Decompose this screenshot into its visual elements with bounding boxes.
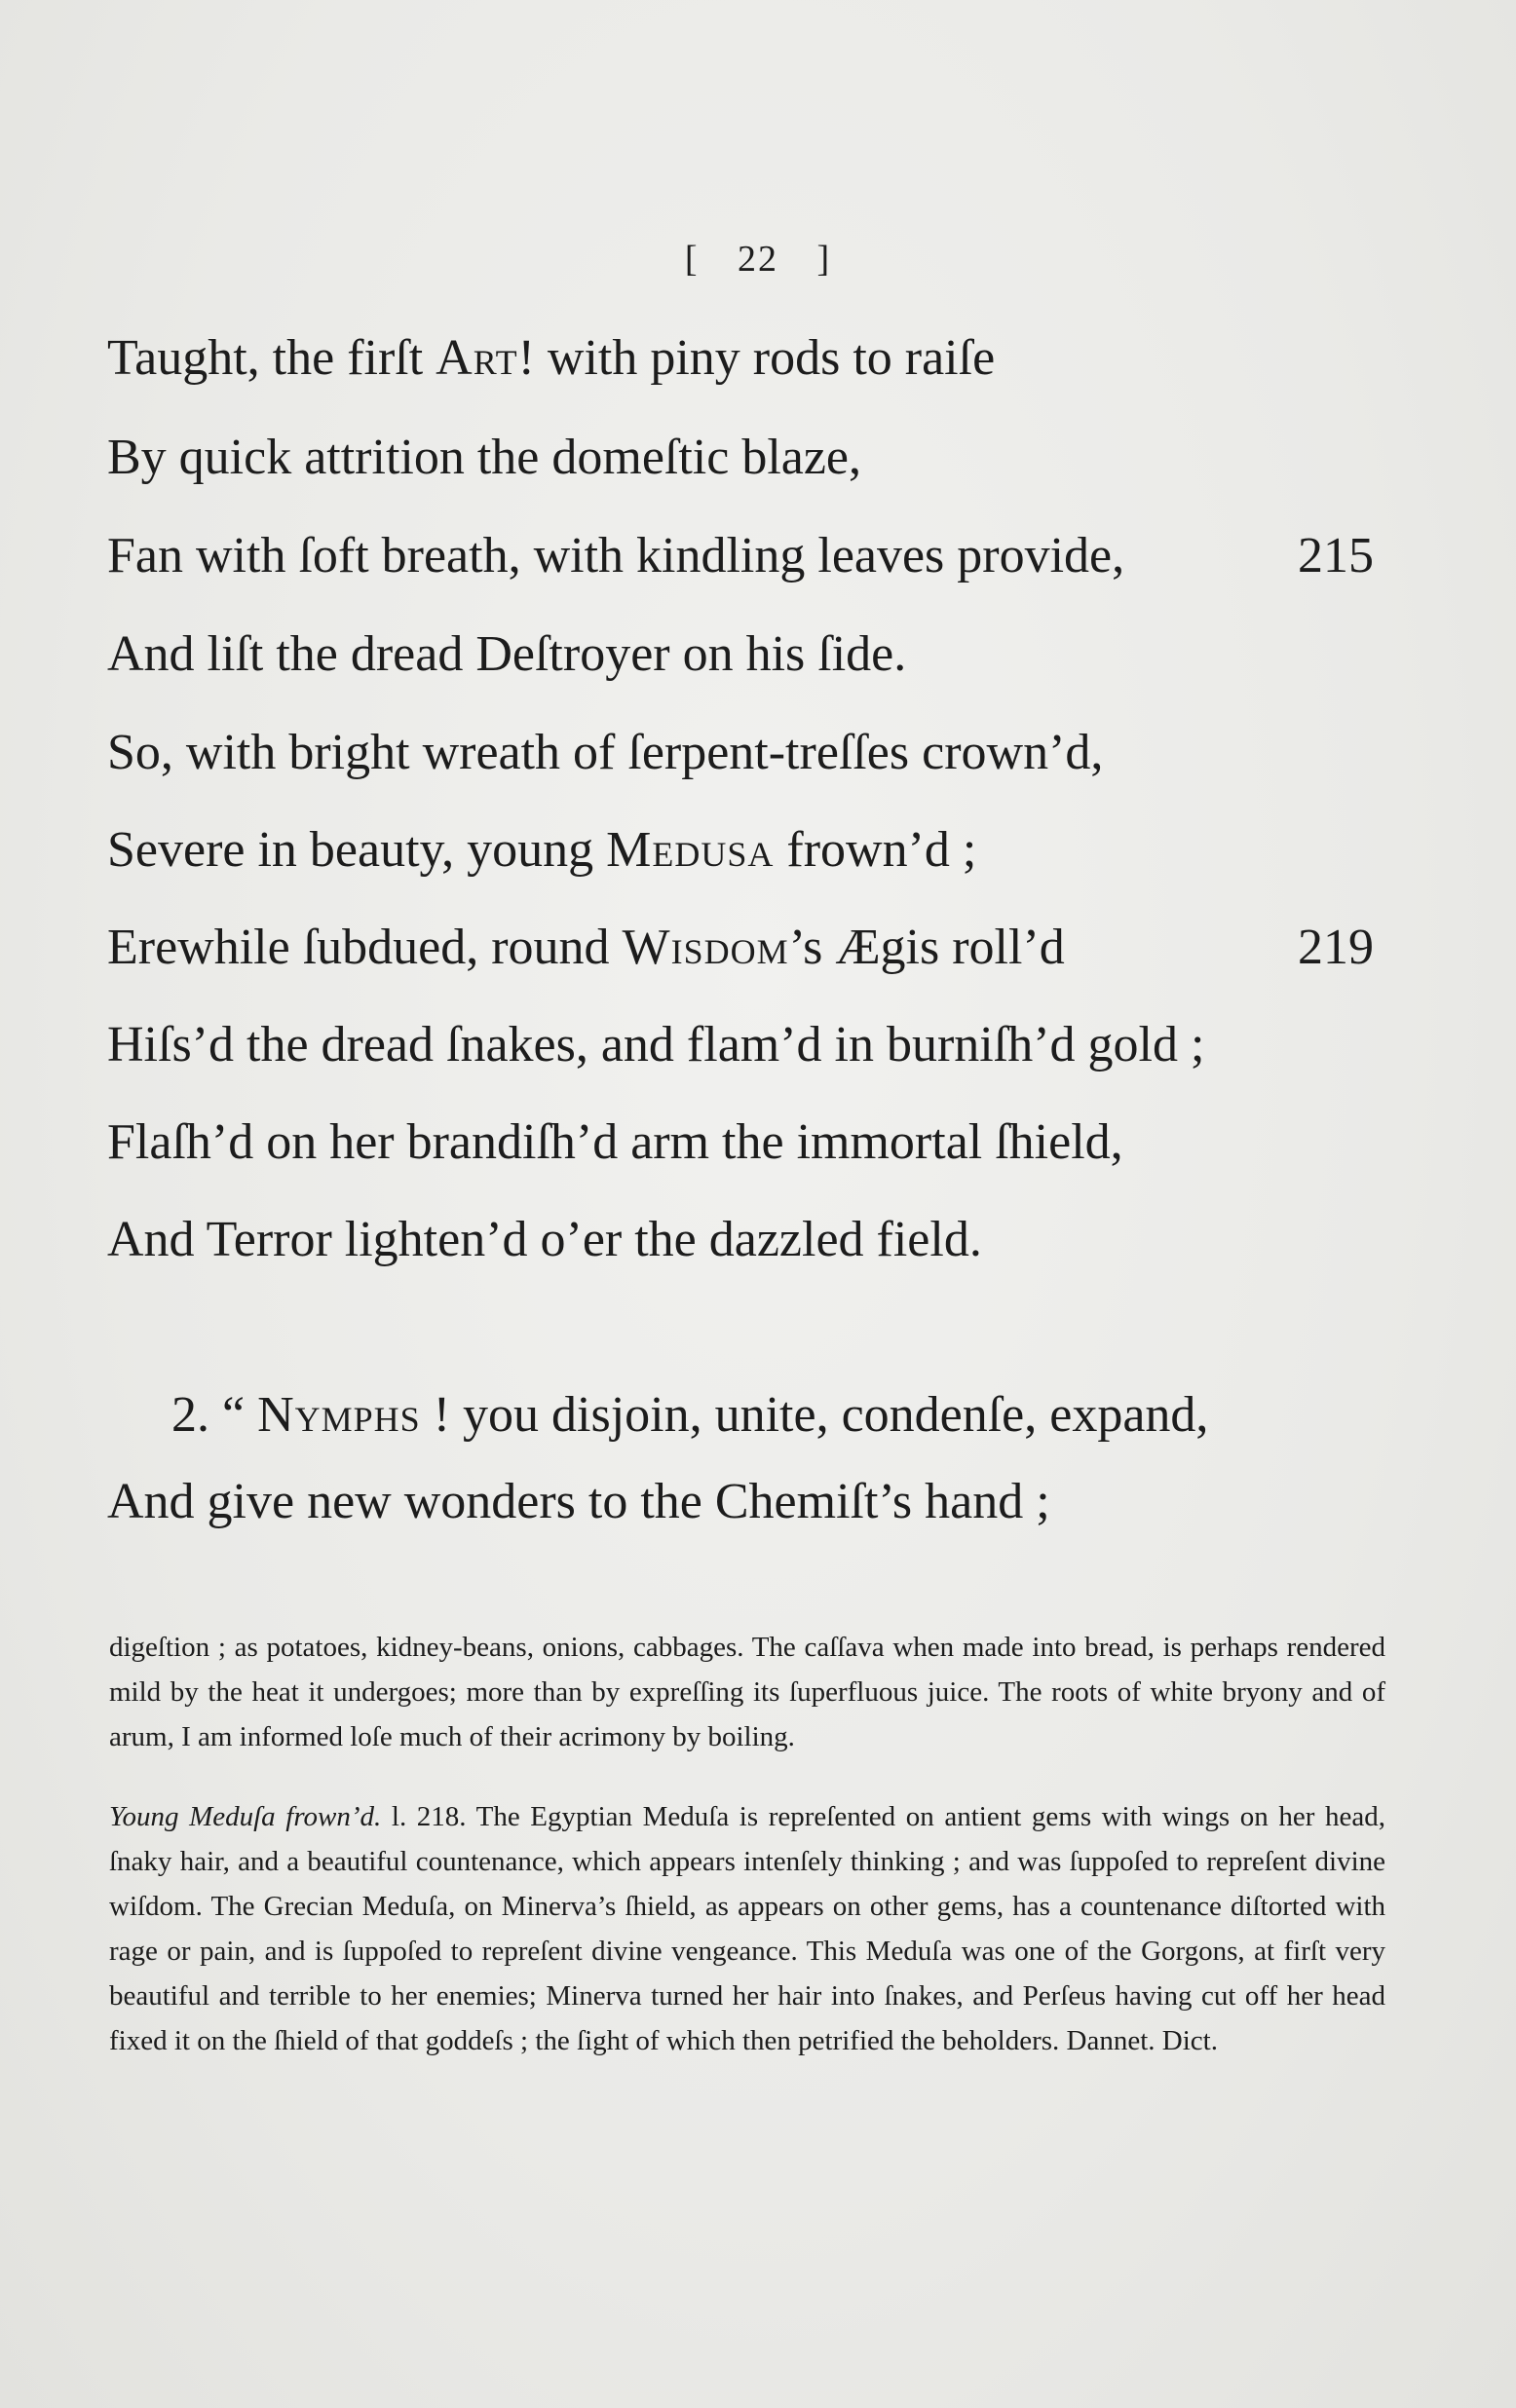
verse-text: And Terror lighten’d o’er the dazzled field. [107, 1212, 982, 1267]
verse-text: So, with bright wreath of ſerpent-treſſes crown’d, [107, 725, 1104, 780]
verse-text: And give new wonders to the Chemiſt’s hand ; [107, 1474, 1050, 1529]
verse-text: Flaſh’d on her brandiſh’d arm the immortal ſhield, [107, 1114, 1123, 1170]
line-number: 219 [1298, 920, 1374, 975]
verse-line [107, 329, 1374, 388]
footnote-body: l. 218. The Egyptian Meduſa is repreſented on antient gems with wings on her head, ſnaky hair, and a beautiful countenance, which appears intenſely thinking ; and was ſuppoſed to repreſent divine wiſdom. The Grecian Meduſa, on Minerva’s ſhield, as appears on other gems, has a countenance diſtorted with rage or pain, and is ſuppoſed to repreſent divine vengeance. This Meduſa was one of the Gorgons, at firſt very beautiful and terrible to her enemies; Minerva turned her hair into ſnakes, and Perſeus having cut off her head fixed it on the ſhield of that goddeſs ; the ſight of which then petrified the beholders. Dannet. Dict. [109, 1801, 1385, 2056]
footnote-lemma: Young Meduſa frown’d. [109, 1801, 382, 1832]
verse-line [107, 429, 1374, 487]
footnote-medusa [109, 1794, 1385, 2063]
page-number: 22 [738, 239, 778, 280]
verse-text: ’s Ægis roll’d [788, 920, 1065, 975]
verse-line [107, 1113, 1374, 1172]
verse-line [107, 724, 1374, 782]
verse-line [107, 919, 1374, 977]
verse-line [107, 1211, 1374, 1269]
verse-text: By quick attrition the domeſtic blaze, [107, 430, 862, 485]
verse-line [107, 625, 1374, 684]
verse-small-caps: Nymphs [257, 1387, 421, 1443]
verse-text: ! with piny rods to raiſe [517, 330, 996, 386]
page-header [0, 238, 1516, 281]
verse-line [107, 1473, 1374, 1531]
header-open-bracket: [ [684, 239, 700, 280]
verse-text: ! you disjoin, unite, condenſe, expand, [420, 1387, 1209, 1443]
verse-line [107, 821, 1374, 880]
verse-line [107, 527, 1374, 585]
verse-text: Fan with ſoft breath, with kindling leaves provide, [107, 528, 1125, 583]
header-close-bracket: ] [816, 239, 832, 280]
verse-text: 2. “ [171, 1387, 258, 1443]
verse-text: Taught, the firſt [107, 330, 436, 386]
verse-line [171, 1386, 1374, 1445]
verse-text: And liſt the dread Deſtroyer on his ſide. [107, 626, 907, 682]
verse-small-caps: Wisdom [622, 920, 789, 975]
line-number: 215 [1298, 528, 1374, 583]
verse-text: Hiſs’d the dread ſnakes, and flam’d in burniſh’d gold ; [107, 1017, 1205, 1072]
verse-text: frown’d ; [774, 822, 977, 878]
footnote-continued: digeſtion ; as potatoes, kidney-beans, onions, cabbages. The caſſava when made into bread, is perhaps rendered mild by the heat it undergoes; more than by expreſſing its ſuperfluous juice. The roots of white bryony and of arum, I am informed loſe much of their acrimony by boiling. [109, 1632, 1385, 1752]
verse-small-caps: Art [436, 330, 518, 386]
verse-text: Erewhile ſubdued, round [107, 920, 623, 975]
footnotes [109, 1625, 1385, 2063]
verse-text: Severe in beauty, young [107, 822, 607, 878]
verse-small-caps: Medusa [606, 822, 775, 878]
verse-line [107, 1016, 1374, 1074]
